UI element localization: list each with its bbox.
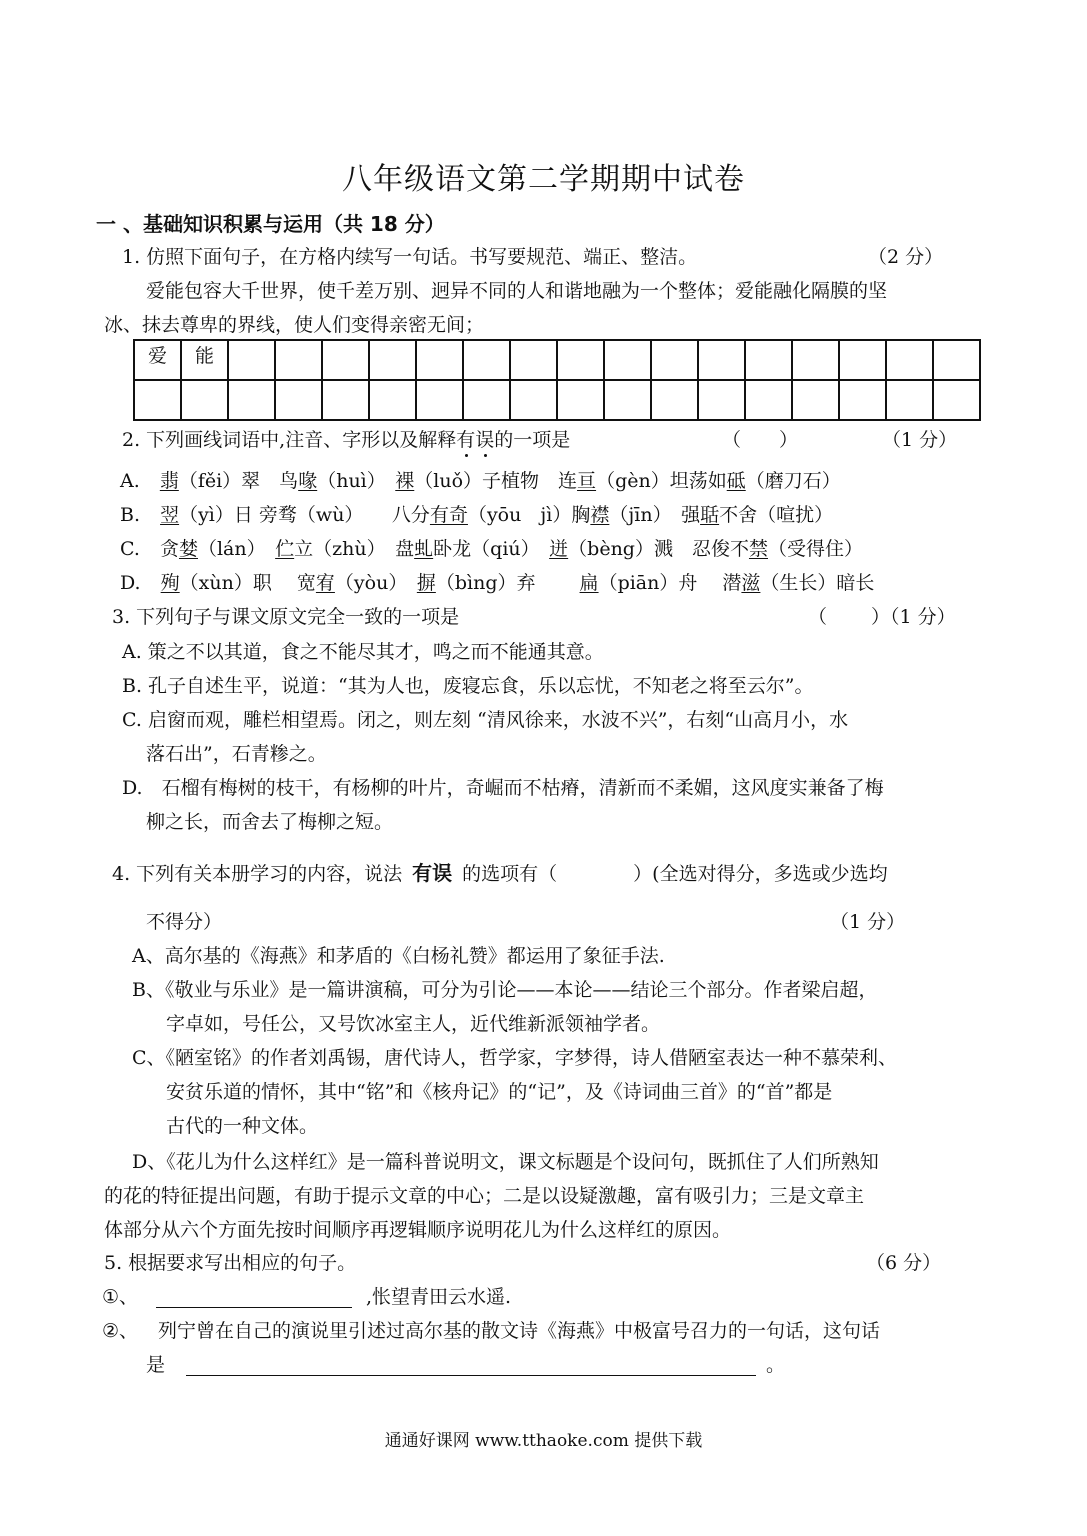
grid-cell[interactable] bbox=[933, 380, 980, 420]
answer-blank[interactable] bbox=[186, 1357, 756, 1376]
question-5-score: （6 分） bbox=[866, 1252, 942, 1274]
option-b: B、《敬业与乐业》是一篇讲演稿，可分为引论——本论——结论三个部分。作者梁启超， bbox=[132, 979, 878, 1001]
option-text: （yōu jì）胸 bbox=[467, 504, 591, 526]
question-1-text: 爱能包容大千世界，使千差万别、迥异不同的人和谐地融为一个整体；爱能融化隔膜的坚 bbox=[146, 280, 888, 302]
underlined-word: 亘 bbox=[577, 470, 597, 492]
page-title: 八年级语文第二学期期中试卷 bbox=[342, 162, 745, 197]
grid-cell[interactable] bbox=[745, 340, 792, 380]
underlined-word: 伫 bbox=[275, 538, 295, 560]
stem-text: 4. 下列有关本册学习的内容，说法 bbox=[112, 863, 403, 885]
option-label: B. bbox=[120, 504, 141, 526]
option-text: （lán） bbox=[197, 538, 276, 560]
grid-cell[interactable] bbox=[839, 340, 886, 380]
grid-cell[interactable] bbox=[463, 380, 510, 420]
section-heading: 一 、基础知识积累与运用（共 18 分） bbox=[96, 212, 445, 236]
option-b: B. 孔子自述生平，说道：“其为人也，废寝忘食，乐以忘忧，不知老之将至云尔”。 bbox=[122, 675, 814, 697]
option-text: （jīn） 强 bbox=[609, 504, 701, 526]
option-c-cont: 古代的一种文体。 bbox=[166, 1115, 319, 1137]
grid-cell[interactable] bbox=[604, 340, 651, 380]
option-a: A. 策之不以其道，食之不能尽其才，鸣之而不能通其意。 bbox=[122, 641, 604, 663]
answer-paren[interactable]: （ ） bbox=[722, 429, 799, 451]
emphasis-char: 误 bbox=[475, 429, 495, 451]
item-2-text: 列宁曾在自己的演说里引述过高尔基的散文诗《海燕》中极富号召力的一句话，这句话 bbox=[158, 1320, 881, 1342]
grid-cell[interactable] bbox=[134, 380, 181, 420]
underlined-word: 喙 bbox=[298, 470, 318, 492]
grid-cell[interactable] bbox=[275, 340, 322, 380]
grid-cell[interactable] bbox=[369, 340, 416, 380]
option-c: C. 启窗而观，雕栏相望焉。闭之，则左刻 “清风徐来，水波不兴”，右刻“山高月小，水 bbox=[122, 709, 849, 731]
option-b bbox=[120, 503, 833, 527]
underlined-word: 迸 bbox=[549, 538, 569, 560]
question-1-stem: 1. 仿照下面句子，在方格内续写一句话。书写要规范、端正、整洁。 bbox=[122, 246, 698, 268]
underlined-word: 禁 bbox=[748, 538, 768, 560]
grid-cell[interactable] bbox=[510, 340, 557, 380]
answer-blank[interactable] bbox=[156, 1289, 352, 1308]
grid-cell[interactable] bbox=[557, 340, 604, 380]
stem-text: 的一项是 bbox=[494, 429, 571, 451]
option-c-cont: 落石出”，石青糁之。 bbox=[146, 743, 327, 765]
stem-text: 的选项有（ ）(全选对得分，多选或少选均 bbox=[462, 863, 888, 885]
option-label: D. bbox=[120, 572, 141, 594]
grid-cell[interactable] bbox=[886, 380, 933, 420]
option-d-cont: 体部分从六个方面先按时间顺序再逻辑顺序说明花儿为什么这样红的原因。 bbox=[104, 1219, 732, 1241]
grid-cell[interactable] bbox=[510, 380, 557, 420]
question-1-text: 冰、抹去尊卑的界线，使人们变得亲密无间； bbox=[104, 314, 485, 336]
grid-cell[interactable] bbox=[228, 380, 275, 420]
emphasis-word: 有误 bbox=[412, 861, 453, 885]
grid-cell[interactable] bbox=[698, 340, 745, 380]
option-text: 卧龙（qiú） bbox=[433, 538, 550, 560]
grid-cell[interactable] bbox=[651, 340, 698, 380]
option-d: D. 石榴有梅树的枝干，有杨柳的叶片，奇崛而不枯瘠，清新而不柔媚，这风度实兼备了梅 bbox=[122, 777, 884, 799]
item-2-end: 。 bbox=[766, 1354, 786, 1376]
grid-cell[interactable] bbox=[604, 380, 651, 420]
grid-cell[interactable] bbox=[416, 340, 463, 380]
option-text: 不舍（喧扰） bbox=[719, 504, 834, 526]
question-3-stem: 3. 下列句子与课文原文完全一致的一项是 bbox=[112, 606, 460, 628]
option-d: D、《花儿为什么这样红》是一篇科普说明文，课文标题是个设问句，既抓住了人们所熟知 bbox=[132, 1151, 879, 1173]
grid-cell[interactable] bbox=[886, 340, 933, 380]
option-d-cont: 的花的特征提出问题，有助于提示文章的中心；二是以设疑激趣，富有吸引力；三是文章主 bbox=[104, 1185, 865, 1207]
option-c: C、《陋室铭》的作者刘禹锡，唐代诗人，哲学家，字梦得，诗人借陋室表达一种不慕荣利、 bbox=[132, 1047, 898, 1069]
underlined-word: 有奇 bbox=[429, 504, 468, 526]
writing-grid bbox=[133, 339, 981, 421]
option-c bbox=[120, 537, 863, 561]
grid-cell[interactable] bbox=[557, 380, 604, 420]
option-a: A、高尔基的《海燕》和茅盾的《白杨礼赞》都运用了象征手法. bbox=[132, 945, 665, 967]
option-text: （生长）暗长 bbox=[760, 572, 875, 594]
underlined-word: 翡 bbox=[159, 470, 179, 492]
underlined-word: 虬 bbox=[414, 538, 434, 560]
option-text: 立（zhù） 盘 bbox=[294, 538, 415, 560]
option-a bbox=[120, 469, 841, 493]
question-1-score: （2 分） bbox=[868, 246, 944, 268]
option-label: A. bbox=[120, 470, 140, 492]
option-text: （huì） bbox=[317, 470, 396, 492]
grid-cell[interactable] bbox=[651, 380, 698, 420]
option-b-cont: 字卓如，号任公，又号饮冰室主人，近代维新派领袖学者。 bbox=[166, 1013, 661, 1035]
grid-cell[interactable]: 爱 bbox=[134, 340, 181, 380]
underlined-word: 裸 bbox=[395, 470, 415, 492]
answer-paren[interactable]: （ ）（1 分） bbox=[808, 606, 956, 628]
question-2-stem bbox=[122, 428, 570, 452]
grid-cell[interactable] bbox=[698, 380, 745, 420]
underlined-word: 殉 bbox=[160, 572, 180, 594]
item-2-text: 是 bbox=[146, 1354, 166, 1376]
item-1-number: ①、 bbox=[102, 1286, 139, 1308]
grid-cell[interactable] bbox=[839, 380, 886, 420]
underlined-word: 砥 bbox=[726, 470, 746, 492]
option-label: C. bbox=[120, 538, 140, 560]
grid-cell[interactable] bbox=[228, 340, 275, 380]
grid-cell[interactable] bbox=[792, 340, 839, 380]
stem-text: 2. 下列画线词语中,注音、字形以及解释 bbox=[122, 429, 457, 451]
option-text: （bìng）弃 bbox=[435, 572, 580, 594]
grid-cell[interactable] bbox=[416, 380, 463, 420]
grid-cell[interactable] bbox=[322, 340, 369, 380]
question-2-score: （1 分） bbox=[882, 429, 958, 451]
question-5-stem: 5. 根据要求写出相应的句子。 bbox=[104, 1252, 357, 1274]
option-text: （yì）日 旁骛（wù） 八分 bbox=[179, 504, 430, 526]
item-2-number: ②、 bbox=[102, 1320, 139, 1342]
grid-cell[interactable]: 能 bbox=[181, 340, 228, 380]
question-4-stem-cont: 不得分） bbox=[146, 911, 223, 933]
option-text: （bèng）溅 忍俊不 bbox=[568, 538, 749, 560]
emphasis-char: 有 bbox=[456, 429, 476, 451]
option-text: （gèn）坦荡如 bbox=[596, 470, 727, 492]
grid-cell[interactable] bbox=[322, 380, 369, 420]
underlined-word: 婪 bbox=[178, 538, 198, 560]
option-d bbox=[120, 571, 874, 595]
option-text: 贪 bbox=[159, 538, 179, 560]
option-text: （磨刀石） bbox=[745, 470, 841, 492]
underlined-word: 滋 bbox=[741, 572, 761, 594]
underlined-word: 宥 bbox=[315, 572, 335, 594]
grid-cell[interactable] bbox=[792, 380, 839, 420]
option-text: （受得住） bbox=[767, 538, 863, 560]
grid-cell[interactable] bbox=[933, 340, 980, 380]
option-text: （yòu） bbox=[334, 572, 417, 594]
grid-cell[interactable] bbox=[745, 380, 792, 420]
option-text: （piān）舟 潜 bbox=[598, 572, 742, 594]
underlined-word: 襟 bbox=[590, 504, 610, 526]
grid-cell[interactable] bbox=[369, 380, 416, 420]
underlined-word: 摒 bbox=[416, 572, 436, 594]
option-c-cont: 安贫乐道的情怀，其中“铭”和《核舟记》的“记”，及《诗词曲三首》的“首”都是 bbox=[166, 1081, 833, 1103]
grid-cell[interactable] bbox=[463, 340, 510, 380]
option-text: （xùn）职 宽 bbox=[179, 572, 316, 594]
question-4-stem bbox=[112, 861, 888, 886]
underlined-word: 聒 bbox=[700, 504, 720, 526]
question-4-score: （1 分） bbox=[830, 911, 906, 933]
option-d-cont: 柳之长，而舍去了梅柳之短。 bbox=[146, 811, 394, 833]
underlined-word: 翌 bbox=[160, 504, 180, 526]
option-text: （luǒ）子植物 连 bbox=[414, 470, 578, 492]
footer-text: 通通好课网 www.tthaoke.com 提供下载 bbox=[384, 1431, 703, 1451]
item-1-text: ,怅望青田云水遥. bbox=[366, 1286, 512, 1308]
option-text: （fěi）翠 鸟 bbox=[178, 470, 299, 492]
grid-cell[interactable] bbox=[275, 380, 322, 420]
grid-cell[interactable] bbox=[181, 380, 228, 420]
underlined-word: 扁 bbox=[579, 572, 599, 594]
